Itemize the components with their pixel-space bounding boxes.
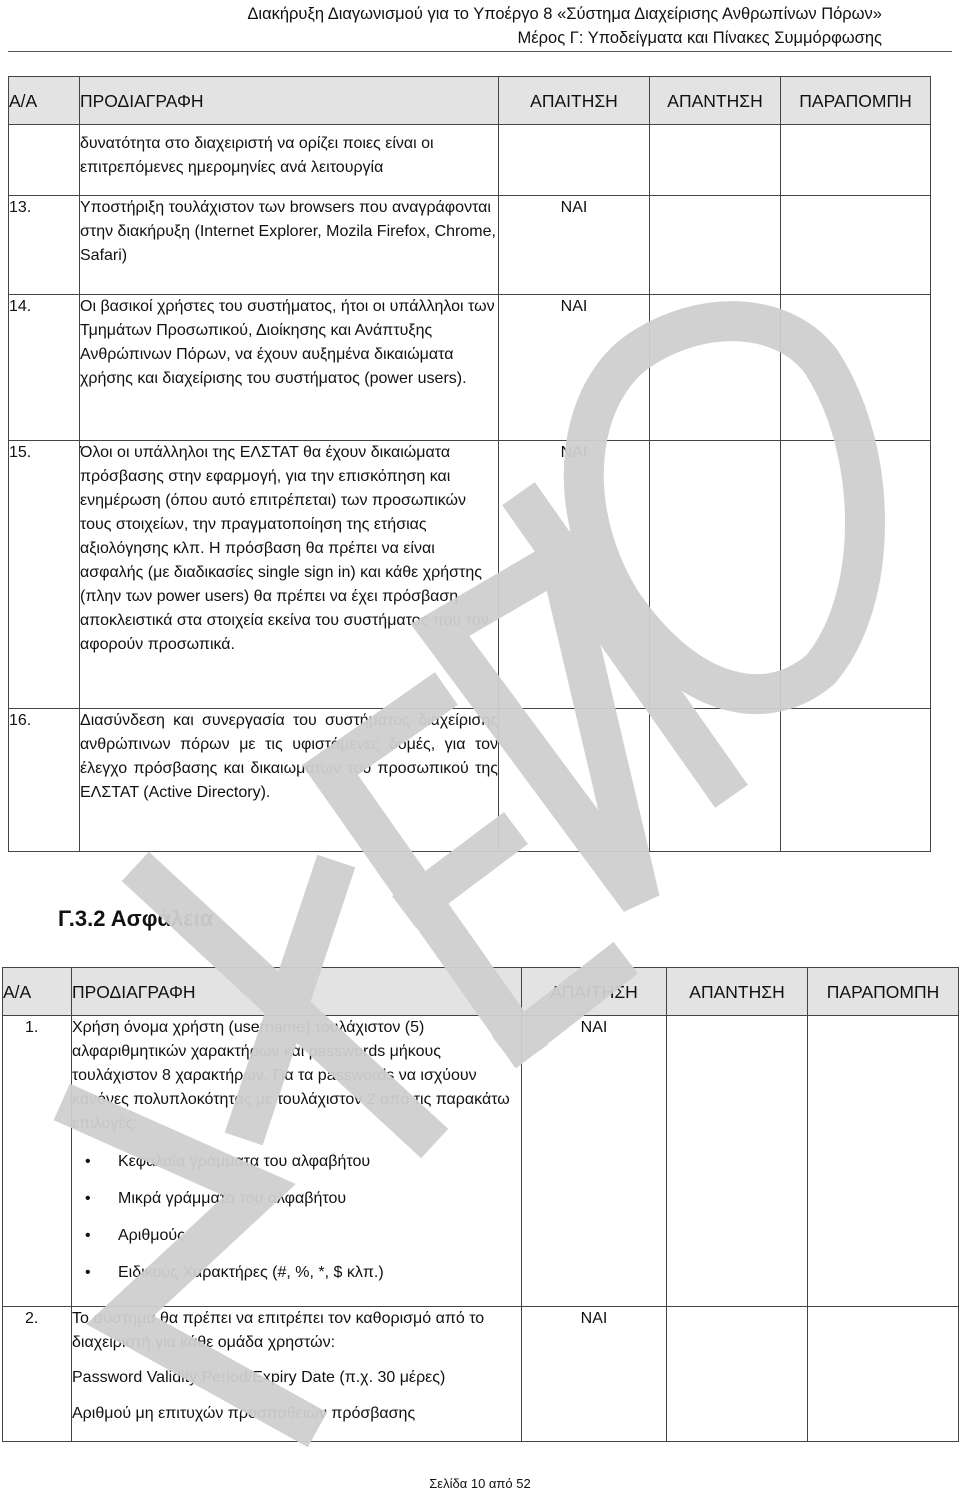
table-row — [3, 1307, 959, 1442]
row-reference — [808, 1307, 959, 1442]
row-number: 15. — [9, 441, 80, 709]
row-requirement: ΝΑΙ — [499, 196, 650, 295]
table-header-row — [3, 968, 959, 1016]
compliance-table-1 — [8, 76, 931, 852]
row-number: 2. — [3, 1307, 72, 1442]
row-spec-extra: Αριθμού μη επιτυχών προσπαθειών πρόσβασης — [72, 1405, 416, 1422]
page-header — [247, 2, 882, 50]
row-answer — [650, 295, 781, 441]
col-header-aa: Α/Α — [9, 77, 80, 125]
section-title: Γ.3.2 Ασφάλεια — [58, 906, 214, 931]
list-item: • Αριθμούς — [72, 1224, 521, 1248]
password-rules-list — [72, 1150, 521, 1285]
row-spec: Διασύνδεση και συνεργασία του συστήματος διαχείρισης ανθρώπινων πόρων με τις υφιστάμενες δομές, για τον έλεγχο πρόσβασης και δικαιωμάτων του προσωπικού της ΕΛΣΤΑΤ (Active Directory). — [80, 709, 499, 852]
row-spec: Υποστήριξη τουλάχιστον των browsers που αναγράφονται στην διακήρυξη (Internet Explorer, Mozila Firefox, Chrome, Safari) — [80, 196, 499, 295]
row-reference — [781, 125, 931, 196]
col-header-req: ΑΠΑΙΤΗΣΗ — [499, 77, 650, 125]
row-answer — [650, 125, 781, 196]
row-reference — [781, 196, 931, 295]
table-row — [9, 125, 931, 196]
row-reference — [808, 1016, 959, 1307]
col-header-spec: ΠΡΟΔΙΑΓΡΑΦΗ — [72, 968, 522, 1016]
col-header-ans: ΑΠΑΝΤΗΣΗ — [667, 968, 808, 1016]
row-spec — [72, 1016, 522, 1307]
row-spec: Οι βασικοί χρήστες του συστήματος, ήτοι οι υπάλληλοι των Τμημάτων Προσωπικού, Διοίκησης και Ανάπτυξης Ανθρώπινων Πόρων, να έχουν αυξημένα δικαιώματα χρήσης και διαχείρισης του συστήματος (power users). — [80, 295, 499, 441]
row-number: 14. — [9, 295, 80, 441]
row-number: 13. — [9, 196, 80, 295]
row-reference — [781, 709, 931, 852]
row-requirement: ΝΑΙ — [522, 1307, 667, 1442]
row-answer — [667, 1016, 808, 1307]
table-row — [9, 709, 931, 852]
row-requirement — [499, 709, 650, 852]
row-requirement: ΝΑΙ — [499, 441, 650, 709]
col-header-ans: ΑΠΑΝΤΗΣΗ — [650, 77, 781, 125]
row-spec-extra: Password Validity Period/Expiry Date (π.χ. 30 μέρες) — [72, 1369, 446, 1386]
col-header-ref: ΠΑΡΑΠΟΜΠΗ — [808, 968, 959, 1016]
row-spec: Όλοι οι υπάλληλοι της ΕΛΣΤΑΤ θα έχουν δικαιώματα πρόσβασης στην εφαρμογή, για την επισκόπηση και ενημέρωση (όπου αυτό επιτρέπεται) των προσωπικών τους στοιχείων, την πραγματοποίηση της ετήσιας αξιολόγησης κλπ. Η πρόσβαση θα πρέπει να είναι ασφαλής (με διαδικασίες single sign in) και κάθε χρήστης (πλην των power users) θα πρέπει να έχει πρόσβαση αποκλειστικά στα στοιχεία εκείνα του συστήματος που τον αφορούν προσωπικά. — [80, 441, 499, 709]
header-title: Διακήρυξη Διαγωνισμού για το Υποέργο 8 «Σύστημα Διαχείρισης Ανθρωπίνων Πόρων» — [247, 5, 882, 23]
row-number: 1. — [3, 1016, 72, 1307]
page-number: Σελίδα 10 από 52 — [429, 1476, 531, 1491]
col-header-aa: Α/Α — [3, 968, 72, 1016]
header-divider — [8, 51, 952, 52]
row-answer — [650, 441, 781, 709]
row-spec: δυνατότητα στο διαχειριστή να ορίζει ποιες είναι οι επιτρεπόμενες ημερομηνίες ανά λειτουργία — [80, 125, 499, 196]
list-item: • Κεφαλαία γράμματα του αλφαβήτου — [72, 1150, 521, 1174]
row-requirement: ΝΑΙ — [522, 1016, 667, 1307]
table-row — [9, 295, 931, 441]
row-spec-text: Το σύστημα θα πρέπει να επιτρέπει τον καθορισμό από το διαχειριστή για κάθε ομάδα χρηστών: — [72, 1310, 485, 1351]
row-spec — [72, 1307, 522, 1442]
list-item: • Ειδικούς Χαρακτήρες (#, %, *, $ κλπ.) — [72, 1261, 521, 1285]
col-header-req: ΑΠΑΙΤΗΣΗ — [522, 968, 667, 1016]
list-item: • Μικρά γράμματα του αλφαβήτου — [72, 1187, 521, 1211]
row-number: 16. — [9, 709, 80, 852]
row-reference — [781, 441, 931, 709]
col-header-spec: ΠΡΟΔΙΑΓΡΑΦΗ — [80, 77, 499, 125]
row-answer — [650, 709, 781, 852]
col-header-ref: ΠΑΡΑΠΟΜΠΗ — [781, 77, 931, 125]
row-spec-text: Χρήση όνομα χρήστη (username) τουλάχιστον (5) αλφαριθμητικών χαρακτήρων και passwords μήκους τουλάχιστον 8 χαρακτήρων. Για τα passwords να ισχύουν κανόνες πολυπλοκότητας με τουλάχιστον 2 από τις παρακάτω επιλογές: — [72, 1019, 510, 1132]
table-row — [9, 196, 931, 295]
compliance-table-2 — [2, 967, 959, 1442]
row-answer — [650, 196, 781, 295]
table-row — [9, 441, 931, 709]
row-requirement: ΝΑΙ — [499, 295, 650, 441]
header-subtitle: Μέρος Γ: Υποδείγματα και Πίνακες Συμμόρφωσης — [517, 29, 882, 47]
row-reference — [781, 295, 931, 441]
table-header-row — [9, 77, 931, 125]
row-answer — [667, 1307, 808, 1442]
row-number — [9, 125, 80, 196]
row-requirement — [499, 125, 650, 196]
table-row — [3, 1016, 959, 1307]
